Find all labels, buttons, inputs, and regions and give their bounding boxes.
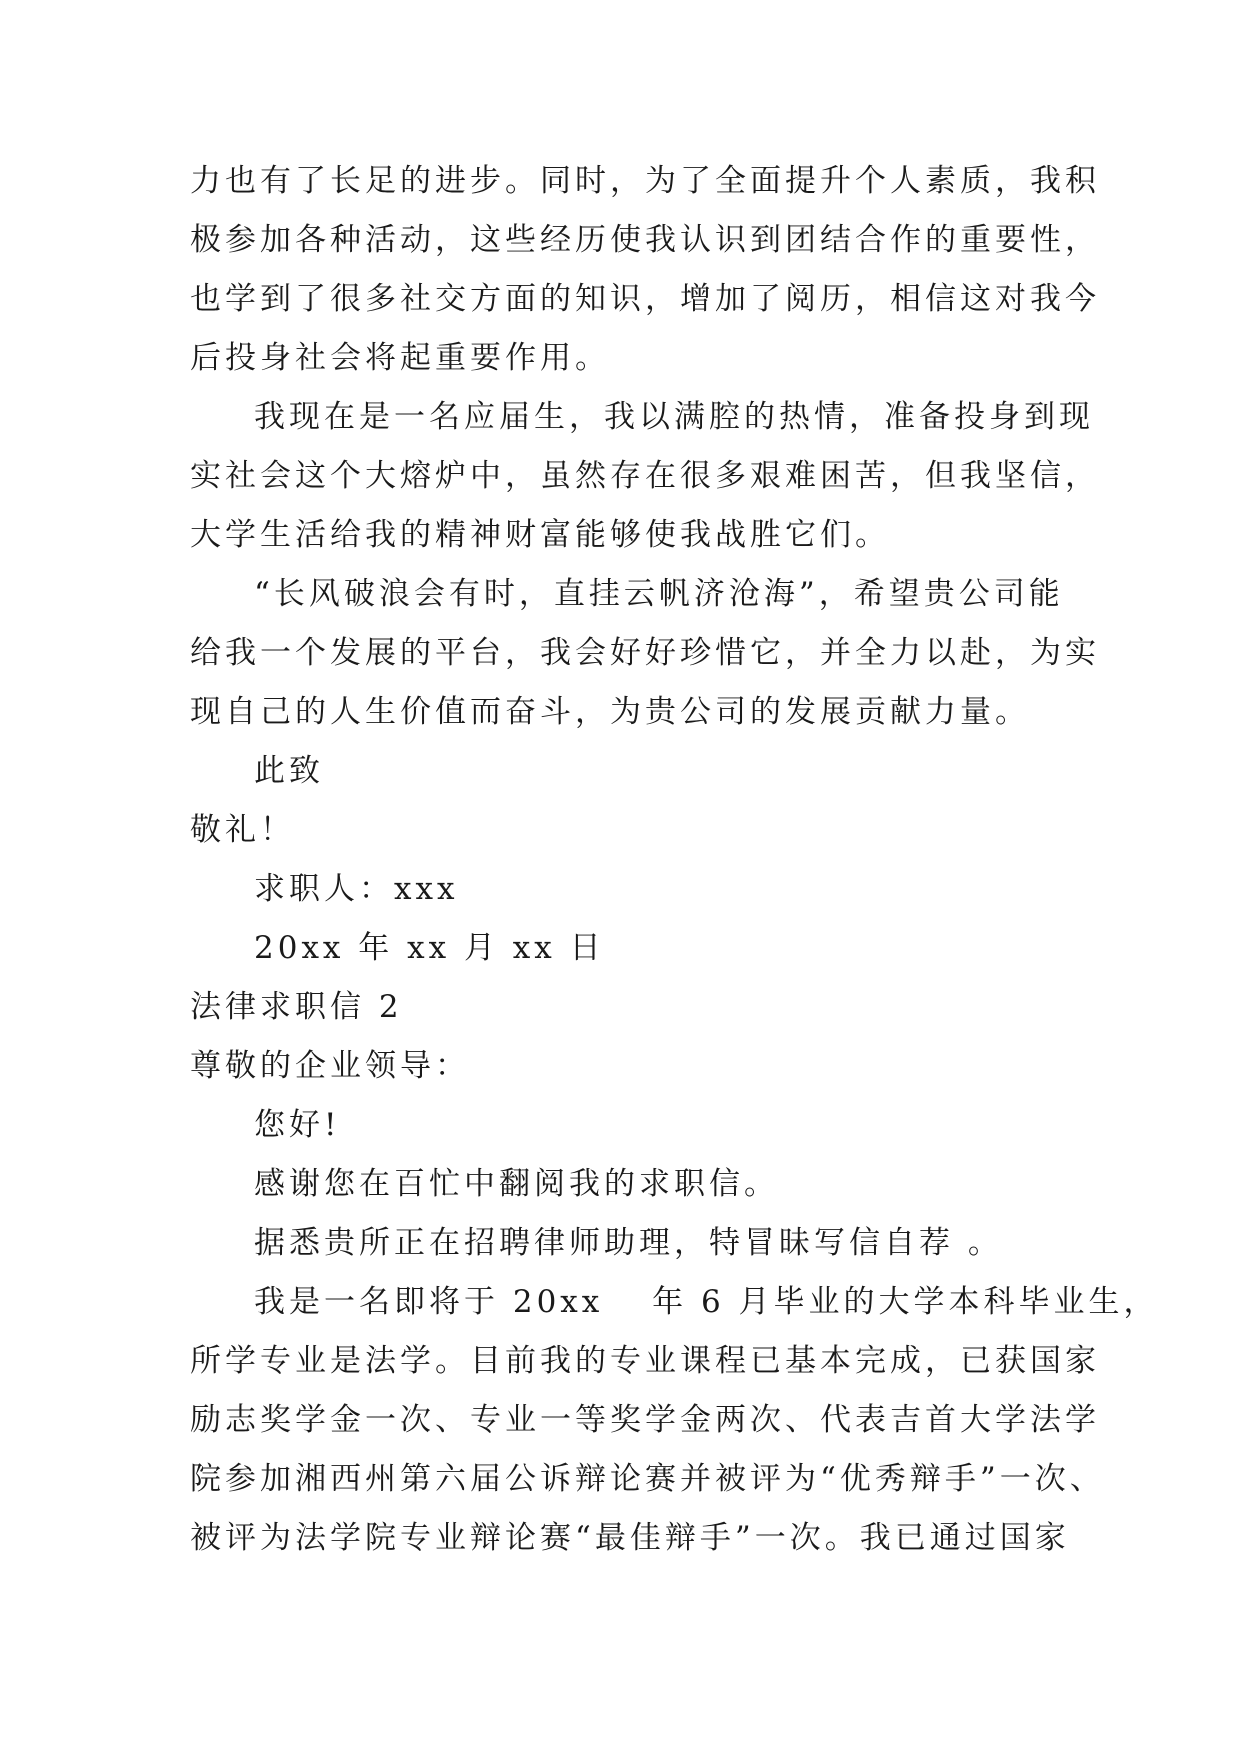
text-line: 励志奖学金一次、专业一等奖学金两次、代表吉首大学法学	[190, 1402, 1100, 1438]
text-line: “长风破浪会有时，直挂云帆济沧海”，希望贵公司能	[254, 576, 1064, 612]
greeting: 您好!	[254, 1107, 341, 1143]
text-line: 所学专业是法学。目前我的专业课程已基本完成，已获国家	[190, 1343, 1100, 1379]
closing-salutation: 此致	[254, 753, 324, 789]
text-line: 被评为法学院专业辩论赛“最佳辩手”一次。我已通过国家	[190, 1520, 1070, 1556]
letter-date: 20xx 年 xx 月 xx 日	[254, 930, 605, 966]
text-line: 据悉贵所正在招聘律师助理，特冒昧写信自荐 。	[254, 1225, 1003, 1261]
text-line: 也学到了很多社交方面的知识，增加了阅历，相信这对我今	[190, 281, 1100, 317]
greeting-address: 尊敬的企业领导：	[190, 1048, 470, 1084]
text-line: 我现在是一名应届生，我以满腔的热情，准备投身到现	[254, 399, 1094, 435]
applicant-signature: 求职人：xxx	[254, 871, 459, 907]
text-line: 大学生活给我的精神财富能够使我战胜它们。	[190, 517, 890, 553]
text-line: 实社会这个大熔炉中，虽然存在很多艰难困苦，但我坚信，	[190, 458, 1100, 494]
text-line: 后投身社会将起重要作用。	[190, 340, 610, 376]
closing-regards: 敬礼！	[190, 812, 295, 848]
text-line: 院参加湘西州第六届公诉辩论赛并被评为“优秀辩手”一次、	[190, 1461, 1105, 1497]
text-line: 感谢您在百忙中翻阅我的求职信。	[254, 1166, 779, 1202]
letter-body	[190, 152, 1159, 1568]
text-line: 我是一名即将于 20xx 年 6 月毕业的大学本科毕业生，	[254, 1284, 1159, 1320]
text-line: 现自己的人生价值而奋斗，为贵公司的发展贡献力量。	[190, 694, 1030, 730]
text-line: 极参加各种活动，这些经历使我认识到团结合作的重要性，	[190, 222, 1100, 258]
text-line: 力也有了长足的进步。同时，为了全面提升个人素质，我积	[190, 163, 1100, 199]
text-line: 给我一个发展的平台，我会好好珍惜它，并全力以赴，为实	[190, 635, 1100, 671]
section-title: 法律求职信 2	[190, 989, 403, 1025]
